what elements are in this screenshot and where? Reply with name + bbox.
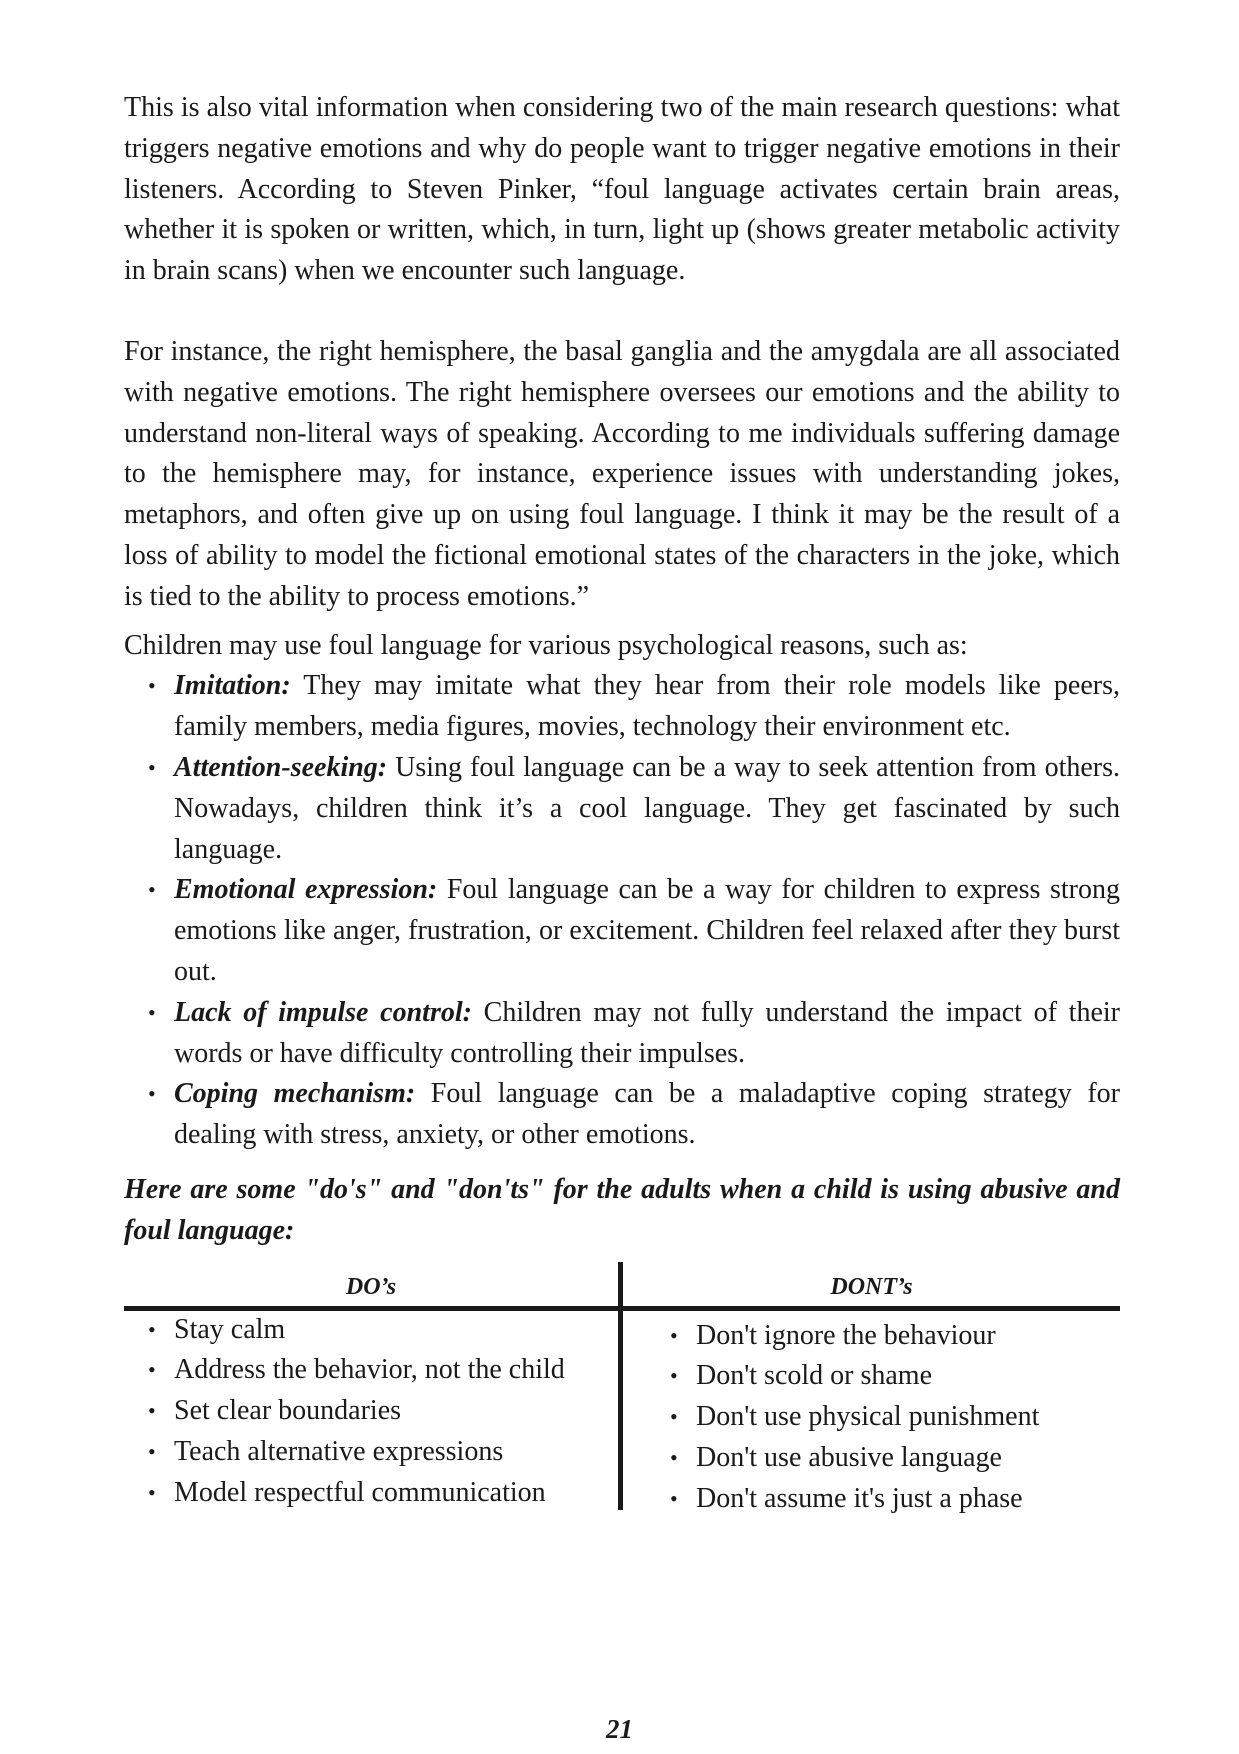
dos-item-text: Address the behavior, not the child xyxy=(174,1354,565,1386)
bullet-icon: • xyxy=(148,1438,156,1464)
bullet-icon: • xyxy=(670,1444,678,1470)
paragraph-reasons-intro: Children may use foul language for various psychological reasons, such as: xyxy=(124,629,968,661)
dos-column-header: DO’s xyxy=(345,1273,397,1300)
reason-term: Emotional expression: xyxy=(174,874,438,906)
reason-text: Using foul language can be a way to seek attention from others. Nowadays, children think it’s a cool language. They get fascinated by such language. xyxy=(174,751,1120,865)
bullet-icon: • xyxy=(148,1316,156,1342)
reason-text: Foul language can be a way for children to express strong emotions like anger, frustration, or excitement. Children feel relaxed after they burst out. xyxy=(174,874,1120,987)
reasons-list xyxy=(124,666,1120,1156)
paragraph-pinker-intro: This is also vital information when considering two of the main research questions: what triggers negative emotions and why do people want to trigger negative emotions in their listeners. According to Steven Pinker, “foul language activates certain brain areas, whether it is spoken or written, which, in turn, light up (shows greater metabolic activity in brain scans) when we encounter such language. xyxy=(124,92,1120,287)
donts-item xyxy=(646,1316,1039,1357)
reason-text: Foul language can be a maladaptive coping strategy for dealing with stress, anxiety, or other emotions. xyxy=(174,1078,1120,1151)
donts-item xyxy=(646,1479,1039,1520)
dos-list xyxy=(124,1310,565,1514)
bullet-icon: • xyxy=(670,1404,678,1430)
dos-item xyxy=(124,1310,565,1351)
reason-term: Imitation: xyxy=(174,670,291,702)
reason-text: Children may not fully understand the impact of their words or have difficulty controlling their impulses. xyxy=(174,996,1120,1069)
dos-donts-table xyxy=(124,1262,1120,1514)
donts-item xyxy=(646,1438,1039,1479)
bullet-icon: • xyxy=(148,1081,156,1107)
bullet-icon: • xyxy=(148,1398,156,1424)
dos-item-text: Stay calm xyxy=(174,1313,286,1345)
bullet-icon: • xyxy=(148,673,156,699)
donts-item-text: Don't use abusive language xyxy=(696,1441,1002,1473)
list-item-imitation xyxy=(124,666,1120,748)
dos-item xyxy=(124,1350,565,1391)
dos-item xyxy=(124,1391,565,1432)
list-item-attention-seeking xyxy=(124,748,1120,870)
dos-item-text: Set clear boundaries xyxy=(174,1395,402,1427)
bullet-icon: • xyxy=(148,999,156,1025)
donts-list xyxy=(646,1316,1039,1520)
paragraph-hemisphere: For instance, the right hemisphere, the basal ganglia and the amygdala are all associated with negative emotions. The right hemisphere oversees our emotions and the ability to understand non-literal ways of speaking. According to me individuals suffering damage to the hemisphere may, for instance, experience issues with understanding jokes, metaphors, and often give up on using foul language. I think it may be the result of a loss of ability to model the fictional emotional states of the characters in the joke, which is tied to the ability to process emotions.” xyxy=(124,335,1120,612)
dos-item xyxy=(124,1432,565,1473)
bullet-icon: • xyxy=(148,1357,156,1383)
bullet-icon: • xyxy=(148,1479,156,1505)
reason-term: Lack of impulse control: xyxy=(174,996,472,1028)
dos-donts-heading: Here are some "do's" and "don'ts" for the adults when a child is using abusive and foul language: xyxy=(124,1173,1120,1246)
page-content xyxy=(124,88,1120,1514)
list-item-emotional-expression xyxy=(124,870,1120,992)
bullet-icon: • xyxy=(670,1485,678,1511)
bullet-icon: • xyxy=(148,877,156,903)
donts-item xyxy=(646,1356,1039,1397)
donts-item-text: Don't assume it's just a phase xyxy=(696,1482,1023,1514)
list-item-lack-of-impulse-control xyxy=(124,993,1120,1075)
bullet-icon: • xyxy=(670,1322,678,1348)
dos-item-text: Model respectful communication xyxy=(174,1476,546,1508)
reason-term: Attention-seeking: xyxy=(174,751,388,783)
page-number: 21 xyxy=(606,1714,633,1744)
bullet-icon: • xyxy=(148,754,156,780)
bullet-icon: • xyxy=(670,1363,678,1389)
reason-term: Coping mechanism: xyxy=(174,1078,416,1110)
list-item-coping-mechanism xyxy=(124,1074,1120,1156)
dos-item xyxy=(124,1473,565,1514)
donts-item xyxy=(646,1397,1039,1438)
donts-item-text: Don't ignore the behaviour xyxy=(696,1319,996,1351)
donts-column-header: DONT’s xyxy=(830,1273,913,1300)
dos-item-text: Teach alternative expressions xyxy=(174,1435,504,1467)
donts-item-text: Don't scold or shame xyxy=(696,1360,933,1392)
donts-item-text: Don't use physical punishment xyxy=(696,1401,1040,1433)
reason-text: They may imitate what they hear from their role models like peers, family members, media figures, movies, technology their environment etc. xyxy=(174,670,1120,743)
